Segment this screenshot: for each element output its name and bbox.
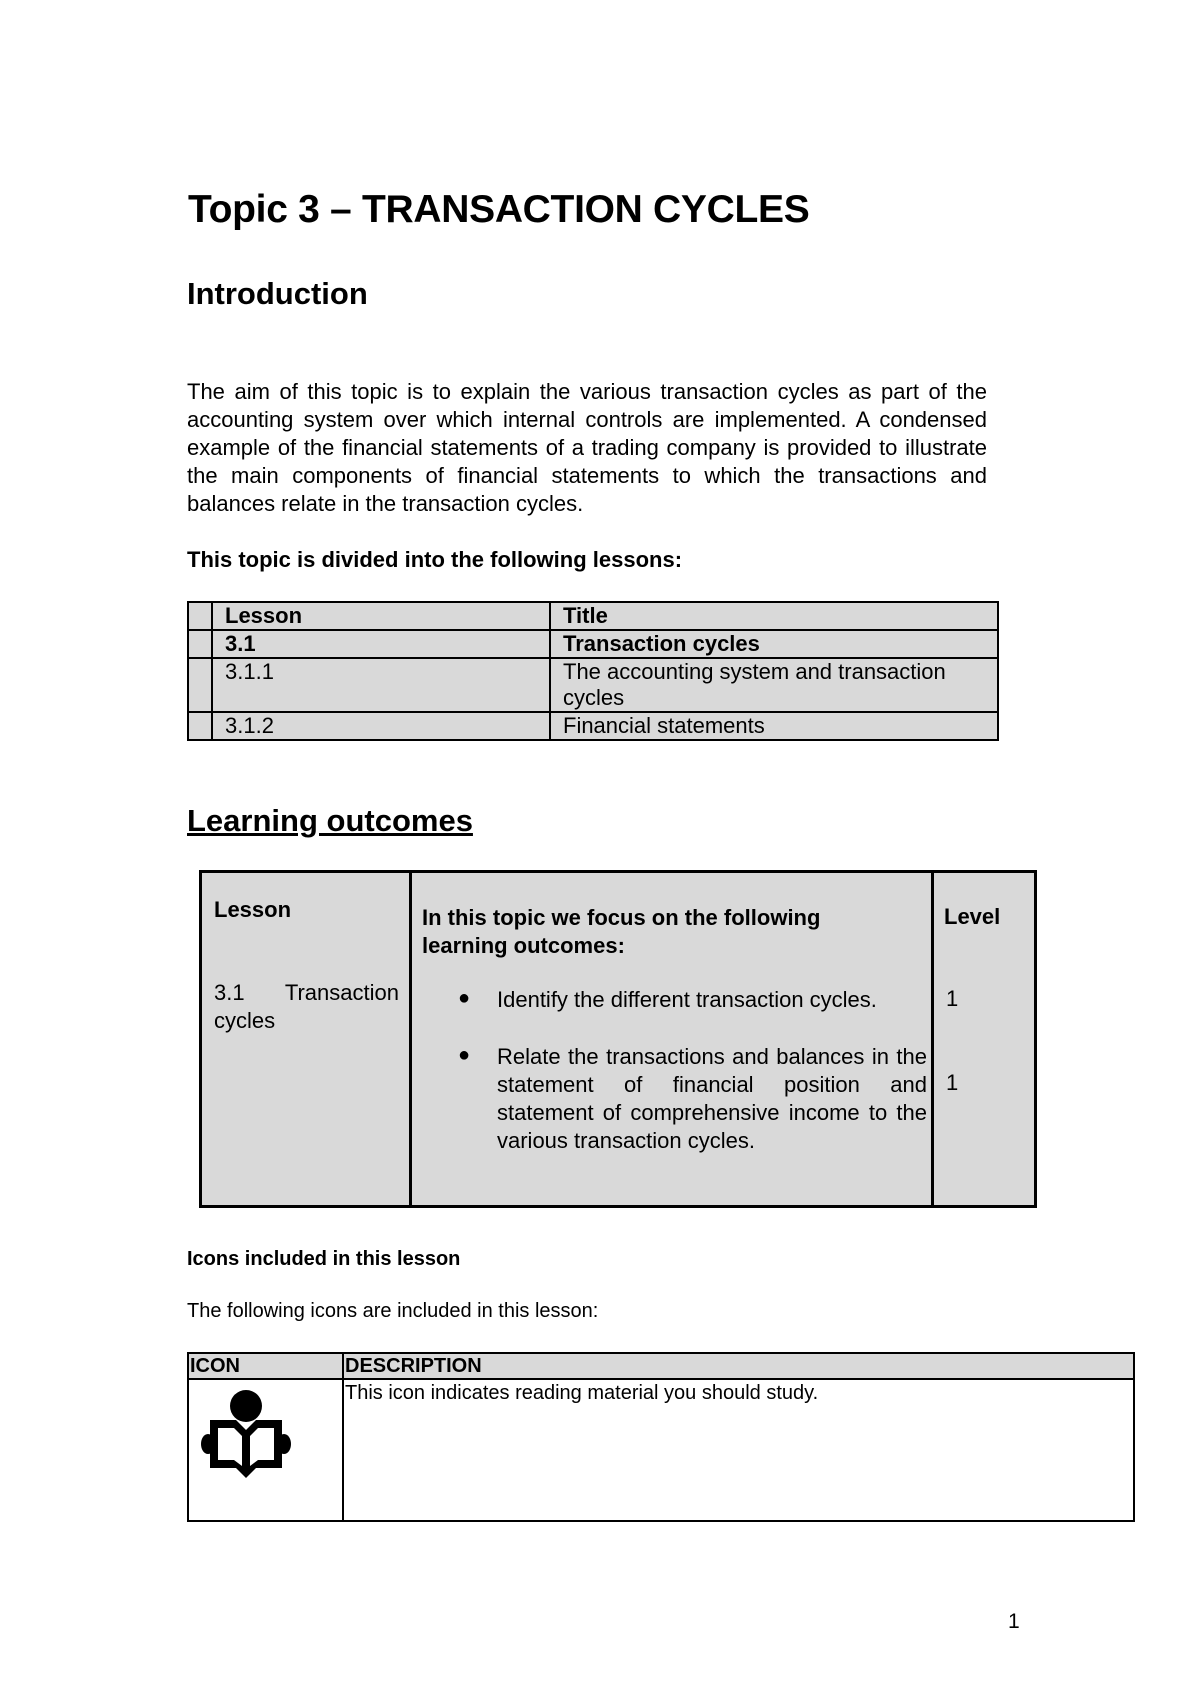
page-title: Topic 3 – TRANSACTION CYCLES	[188, 188, 810, 231]
outcome-level: 1	[946, 986, 959, 1011]
lessons-table	[187, 601, 999, 741]
bullet-icon: ●	[458, 1044, 471, 1066]
table-gutter	[188, 658, 212, 712]
lesson-number: 3.1.1	[212, 658, 550, 712]
table-row	[188, 630, 998, 658]
outcome-item: Identify the different transaction cycles.	[497, 987, 877, 1012]
outcomes-level-header: Level	[944, 904, 1001, 929]
introduction-heading: Introduction	[187, 276, 368, 311]
table-gutter	[188, 712, 212, 740]
icons-table	[187, 1352, 1135, 1522]
outcomes-list-cell	[411, 872, 933, 1207]
outcomes-lesson-value: 3.1 Transaction cycles	[214, 980, 399, 1033]
icon-description: This icon indicates reading material you should study.	[343, 1379, 1134, 1521]
icons-header-row	[188, 1353, 1134, 1379]
lessons-header-row	[188, 602, 998, 630]
lesson-title: Financial statements	[550, 712, 998, 740]
table-row	[188, 1379, 1134, 1521]
icons-intro: The following icons are included in this lesson:	[187, 1300, 599, 1322]
icons-header-description: DESCRIPTION	[343, 1353, 1134, 1379]
table-gutter	[188, 602, 212, 630]
lesson-number: 3.1	[212, 630, 550, 658]
reading-book-icon	[200, 1388, 294, 1486]
outcomes-lesson-cell	[201, 872, 411, 1207]
lessons-header-title: Title	[550, 602, 998, 630]
outcome-item: Relate the transactions and balances in the statement of financial position and statement of comprehensive income to the various transaction cycles.	[497, 1044, 927, 1153]
table-gutter	[188, 630, 212, 658]
icons-heading: Icons included in this lesson	[187, 1248, 461, 1270]
outcomes-header: In this topic we focus on the following learning outcomes:	[422, 905, 821, 958]
lesson-number: 3.1.2	[212, 712, 550, 740]
table-row	[188, 712, 998, 740]
lesson-title: Transaction cycles	[550, 630, 998, 658]
icons-header-icon: ICON	[188, 1353, 343, 1379]
introduction-paragraph: The aim of this topic is to explain the various transaction cycles as part of the accounting system over which internal controls are implemented. A condensed example of the financial statements of a trading company is provided to illustrate the main components of financial statements to which the transactions and balances relate in the transaction cycles.	[187, 379, 987, 516]
outcomes-lesson-header: Lesson	[214, 897, 292, 922]
lessons-header-lesson: Lesson	[212, 602, 550, 630]
lesson-title: The accounting system and transaction cycles	[550, 658, 998, 712]
page-number: 1	[1008, 1610, 1020, 1633]
learning-outcomes-table	[199, 870, 1037, 1208]
table-row	[188, 658, 998, 712]
learning-outcomes-heading: Learning outcomes	[187, 803, 473, 838]
bullet-icon: ●	[458, 987, 471, 1009]
outcome-level: 1	[946, 1070, 959, 1095]
outcomes-level-cell	[933, 872, 1036, 1207]
icon-cell	[188, 1379, 343, 1521]
lessons-intro: This topic is divided into the following lessons:	[187, 547, 683, 572]
